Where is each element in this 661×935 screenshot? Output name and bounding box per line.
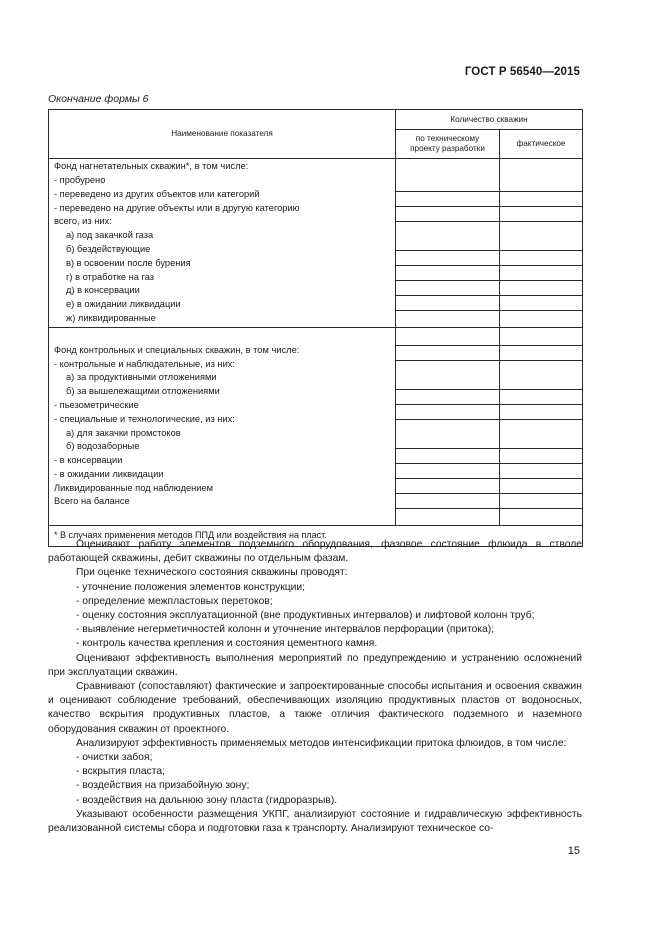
- table-footnote: * В случаях применения методов ППД или воздействия на пласт.: [49, 526, 583, 547]
- value-cell[interactable]: [396, 159, 500, 192]
- value-cell[interactable]: [396, 479, 500, 494]
- block2-line: Фонд контрольных и специальных скважин, в том числе:: [54, 344, 300, 355]
- value-cell[interactable]: [396, 328, 500, 346]
- block2-line: - пьезометрические: [54, 399, 139, 410]
- value-cell[interactable]: [500, 251, 583, 266]
- col-header-actual: фактическое: [500, 130, 583, 159]
- block2-line: - специальные и технологические, из них:: [54, 413, 235, 424]
- block2-line: - контрольные и наблюдательные, из них:: [54, 358, 235, 369]
- value-cell[interactable]: [396, 494, 500, 509]
- value-cell[interactable]: [396, 509, 500, 526]
- value-cell[interactable]: [396, 296, 500, 311]
- form-6-table: [48, 109, 583, 547]
- value-cell[interactable]: [396, 361, 500, 390]
- list-item: - уточнение положения элементов конструкции;: [76, 581, 305, 593]
- block2-line: б) за вышележащими отложениями: [66, 386, 220, 397]
- value-cell[interactable]: [500, 361, 583, 390]
- value-cell[interactable]: [396, 405, 500, 420]
- block1-line: Фонд нагнетательных скважин*, в том числе:: [54, 161, 249, 172]
- paragraph: При оценке технического состояния скважины проводят:: [76, 567, 348, 579]
- list-item: - выявление негерметичностей колонн и уточнение интервалов перфорации (притока);: [76, 624, 495, 636]
- list-item: - очистки забоя;: [76, 752, 153, 764]
- control-fund-block: [49, 328, 396, 526]
- block1-line: д) в консервации: [66, 285, 140, 296]
- value-cell[interactable]: [396, 266, 500, 281]
- value-cell[interactable]: [396, 281, 500, 296]
- standard-designation: ГОСТ Р 56540—2015: [464, 66, 580, 78]
- list-item: - вскрытия пласта;: [76, 766, 165, 778]
- block1-line: - переведено из других объектов или категорий: [54, 188, 260, 199]
- value-cell[interactable]: [500, 449, 583, 464]
- value-cell[interactable]: [500, 494, 583, 509]
- value-cell[interactable]: [500, 390, 583, 405]
- value-cell[interactable]: [396, 464, 500, 479]
- block2-line: Ликвидированные под наблюдением: [54, 482, 214, 493]
- col-header-project-line2: проекту разработки: [410, 144, 485, 154]
- paragraph: Указывают особенности размещения УКПГ, анализируют состояние и гидравлическую эффективность реализованной системы сбора и подготовки газа к транспорту. Анализируют техническое со-: [48, 808, 582, 835]
- block1-line: е) в ожидании ликвидации: [66, 299, 181, 310]
- block2-line: - в ожидании ликвидации: [54, 468, 164, 479]
- value-cell[interactable]: [500, 509, 583, 526]
- block1-line: г) в отработке на газ: [66, 271, 155, 282]
- block2-line: Всего на балансе: [54, 496, 130, 507]
- block2-line: - в консервации: [54, 455, 123, 466]
- block1-line: всего, из них:: [54, 216, 112, 227]
- value-cell[interactable]: [396, 311, 500, 328]
- body-text: [48, 538, 582, 836]
- block2-line: а) за продуктивными отложениями: [66, 372, 217, 383]
- value-cell[interactable]: [500, 405, 583, 420]
- value-cell[interactable]: [500, 328, 583, 346]
- list-item: - воздействия на дальнюю зону пласта (гидроразрыв).: [76, 794, 338, 806]
- col-header-name: Наименование показателя: [49, 110, 396, 159]
- value-cell[interactable]: [500, 281, 583, 296]
- value-cell[interactable]: [500, 296, 583, 311]
- block1-line: - пробурено: [54, 175, 106, 186]
- block1-line: - переведено на другие объекты или в другую категорию: [54, 202, 300, 213]
- value-cell[interactable]: [500, 346, 583, 361]
- value-cell[interactable]: [500, 192, 583, 207]
- page-number: 15: [567, 845, 580, 857]
- value-cell[interactable]: [500, 479, 583, 494]
- list-item: - оценку состояния эксплуатационной (вне продуктивных интервалов) и лифтовой колонн труб;: [76, 610, 535, 622]
- value-cell[interactable]: [396, 449, 500, 464]
- col-header-project-line1: по техническому: [415, 134, 480, 144]
- block2-line: а) для закачки промстоков: [66, 427, 181, 438]
- paragraph: Оценивают эффективность выполнения мероприятий по предупреждению и устранению осложнений при эксплуатации скважин.: [48, 652, 582, 678]
- paragraph: Оценивают работу элементов подземного оборудования, фазовое состояние флюида в стволе работающей скважины, дебит скважины по отдельным фазам.: [48, 539, 582, 565]
- value-cell[interactable]: [500, 207, 583, 222]
- list-item: - контроль качества крепления и состояния цементного камня.: [76, 638, 378, 650]
- paragraph: Сравнивают (сопоставляют) фактические и запроектированные способы испытания и освоения скважин и оценивают соблюдение требований, обеспечивающих изоляцию продуктивных пластов от водоносных, качество вскрытия продуктивных пластов, а также отличия фактического подземного и наземного оборудования скважин от проектного.: [48, 681, 582, 735]
- value-cell[interactable]: [396, 420, 500, 449]
- value-cell[interactable]: [396, 222, 500, 251]
- value-cell[interactable]: [396, 192, 500, 207]
- block1-line: б) бездействующие: [66, 244, 151, 254]
- value-cell[interactable]: [500, 420, 583, 449]
- list-item: - воздействия на призабойную зону;: [76, 780, 250, 792]
- value-cell[interactable]: [396, 390, 500, 405]
- value-cell[interactable]: [500, 266, 583, 281]
- col-header-project: [396, 130, 500, 159]
- value-cell[interactable]: [396, 207, 500, 222]
- value-cell[interactable]: [396, 346, 500, 361]
- form-caption: Окончание формы 6: [48, 93, 149, 105]
- value-cell[interactable]: [500, 311, 583, 328]
- block1-line: а) под закачкой газа: [66, 230, 154, 241]
- block1-line: в) в освоении после бурения: [66, 257, 191, 268]
- block1-line: ж) ликвидированные: [66, 312, 156, 323]
- list-item: - определение межпластовых перетоков;: [76, 595, 273, 607]
- injection-fund-block: [49, 159, 396, 328]
- value-cell[interactable]: [500, 222, 583, 251]
- paragraph: Анализируют эффективность применяемых методов интенсификации притока флюидов, в том числе:: [76, 737, 567, 749]
- value-cell[interactable]: [396, 251, 500, 266]
- block2-line: б) водозаборные: [66, 441, 140, 452]
- value-cell[interactable]: [500, 159, 583, 192]
- value-cell[interactable]: [500, 464, 583, 479]
- col-header-count: Количество скважин: [396, 110, 583, 130]
